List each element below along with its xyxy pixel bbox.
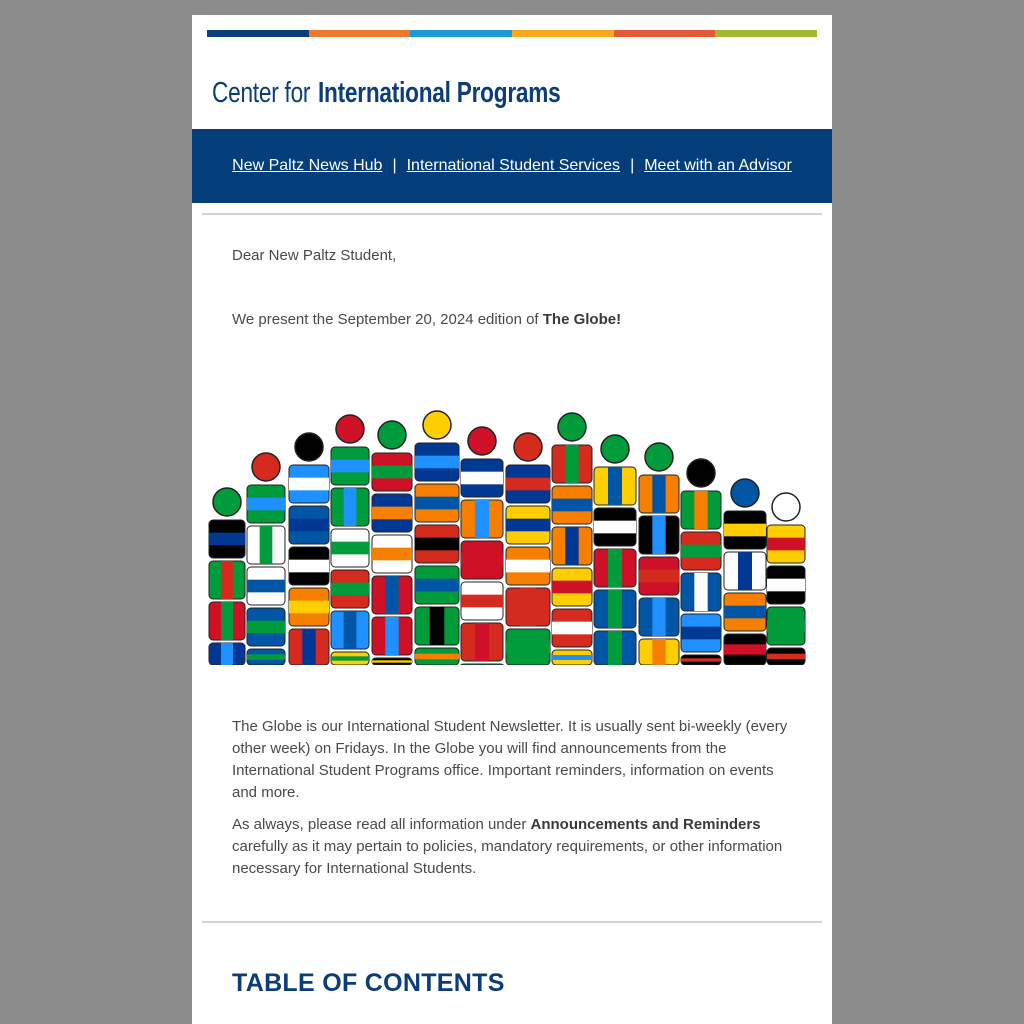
silhouette-head: [731, 479, 759, 507]
reminder-bold: Announcements and Reminders: [530, 816, 761, 833]
silhouette-head: [772, 493, 800, 521]
nav-link-news-hub[interactable]: New Paltz News Hub: [232, 157, 383, 174]
silhouette-head: [378, 421, 406, 449]
flag-stripe: [247, 580, 285, 593]
flag-stripe: [506, 478, 550, 491]
flag-stripe: [767, 654, 805, 660]
intro-line: [232, 309, 792, 331]
silhouette-head: [295, 433, 323, 461]
nav-separator: |: [392, 157, 397, 174]
intro-bold: The Globe!: [542, 311, 622, 328]
flag-stripe: [247, 654, 285, 659]
silhouette-head: [687, 459, 715, 487]
flag-stripe: [289, 519, 329, 532]
reminder-text-end: carefully as it may pertain to policies, mandatory requirements, or other information necessary for International Students.: [232, 838, 783, 877]
silhouette-head: [336, 415, 364, 443]
flag-stripe: [694, 491, 707, 529]
flag-stripe: [506, 641, 550, 653]
silhouette-head: [645, 443, 673, 471]
flag-stripe: [652, 516, 665, 554]
flag-stripe: [331, 460, 369, 473]
hero-flags-image: [207, 393, 817, 665]
flag-stripe: [506, 519, 550, 532]
flag-stripe: [415, 579, 459, 592]
flag-stripe: [767, 620, 805, 633]
flag-stripe: [372, 466, 412, 479]
flag-stripe: [724, 524, 766, 537]
flag-stripe: [385, 617, 398, 655]
flag-stripe: [415, 538, 459, 551]
flag-stripe: [372, 660, 412, 662]
flag-stripe: [461, 472, 503, 485]
flag-stripe: [415, 456, 459, 469]
intro-paragraph: The Globe is our International Student Newsletter. It is usually sent bi-weekly (every other week) on Fridays. In the Globe you will find announcements from the International Student Programs office. Important reminders, information on events and more.: [232, 718, 788, 801]
color-bar-segment: [410, 30, 512, 37]
flag-stripe: [475, 500, 489, 538]
nav-link-student-services[interactable]: International Student Services: [406, 157, 621, 174]
flag-stripe: [608, 631, 622, 665]
flag-stripe: [247, 498, 285, 511]
flag-stripe: [608, 467, 622, 505]
flag-stripe: [767, 579, 805, 592]
flag-stripe: [608, 549, 622, 587]
flag-stripe: [430, 607, 445, 645]
flag-stripe: [247, 621, 285, 634]
flag-stripe: [302, 629, 315, 665]
flag-stripe: [652, 475, 665, 513]
flag-stripe: [594, 521, 636, 534]
flag-stripe: [289, 601, 329, 614]
flag-stripe: [639, 570, 679, 583]
flag-stripe: [694, 573, 707, 611]
flag-stripe: [372, 507, 412, 520]
flag-stripe: [289, 560, 329, 573]
flag-stripe: [344, 611, 357, 649]
flag-stripe: [565, 445, 578, 483]
flag-stripe: [608, 590, 622, 628]
flag-stripe: [552, 655, 592, 660]
flag-stripe: [415, 654, 459, 660]
brand-color-bar: [207, 30, 817, 37]
flag-stripe: [506, 560, 550, 573]
reminder-paragraph: [232, 814, 792, 880]
flag-stripe: [681, 658, 721, 661]
divider: [202, 921, 822, 923]
nav-bar: [192, 129, 832, 203]
silhouette-head: [213, 488, 241, 516]
color-bar-segment: [309, 30, 411, 37]
flag-stripe: [738, 552, 752, 590]
flag-stripe: [289, 478, 329, 491]
reminder-text: As always, please read all information under: [232, 816, 531, 833]
flag-stripe: [344, 488, 357, 526]
flag-stripe: [565, 527, 578, 565]
flag-stripe: [221, 643, 233, 665]
color-bar-segment: [207, 30, 309, 37]
flag-stripe: [221, 602, 233, 640]
cip-logo: [212, 77, 629, 117]
divider: [202, 213, 822, 215]
flag-stripe: [372, 548, 412, 561]
flag-stripe: [209, 533, 245, 546]
flag-stripe: [552, 581, 592, 594]
flag-stripe: [681, 545, 721, 558]
silhouette-head: [601, 435, 629, 463]
nav-link-meet-advisor[interactable]: Meet with an Advisor: [644, 157, 792, 174]
flag-stripe: [521, 588, 536, 626]
flag-stripe: [475, 623, 489, 661]
silhouette-head: [252, 453, 280, 481]
flag-stripe: [331, 542, 369, 555]
newsletter-email: [192, 15, 832, 1024]
flag-stripe: [552, 499, 592, 512]
flag-stripe: [461, 554, 503, 567]
color-bar-segment: [614, 30, 716, 37]
color-bar-segment: [715, 30, 817, 37]
silhouette-head: [514, 433, 542, 461]
flag-stripe: [724, 644, 766, 654]
intro-text: We present the September 20, 2024 edition of: [232, 311, 543, 328]
flag-stripe: [767, 538, 805, 551]
flag-stripe: [681, 627, 721, 640]
flag-stripe: [652, 639, 665, 665]
color-bar-segment: [512, 30, 614, 37]
flag-stripe: [260, 526, 273, 564]
silhouette-head: [423, 411, 451, 439]
flag-stripe: [415, 497, 459, 510]
nav-separator: |: [630, 157, 635, 174]
flag-stripe: [385, 576, 398, 614]
flag-stripe: [461, 595, 503, 608]
flag-stripe: [331, 656, 369, 660]
flag-stripe: [724, 606, 766, 619]
silhouette-head: [468, 427, 496, 455]
flag-stripe: [331, 583, 369, 596]
flag-stripe: [552, 622, 592, 635]
greeting: Dear New Paltz Student,: [232, 247, 397, 264]
flag-stripe: [221, 561, 233, 599]
flag-stripe: [652, 598, 665, 636]
logo-prefix: Center for: [212, 77, 311, 109]
silhouette-head: [558, 413, 586, 441]
toc-heading: TABLE OF CONTENTS: [232, 969, 505, 997]
logo-bold: International Programs: [317, 77, 561, 109]
